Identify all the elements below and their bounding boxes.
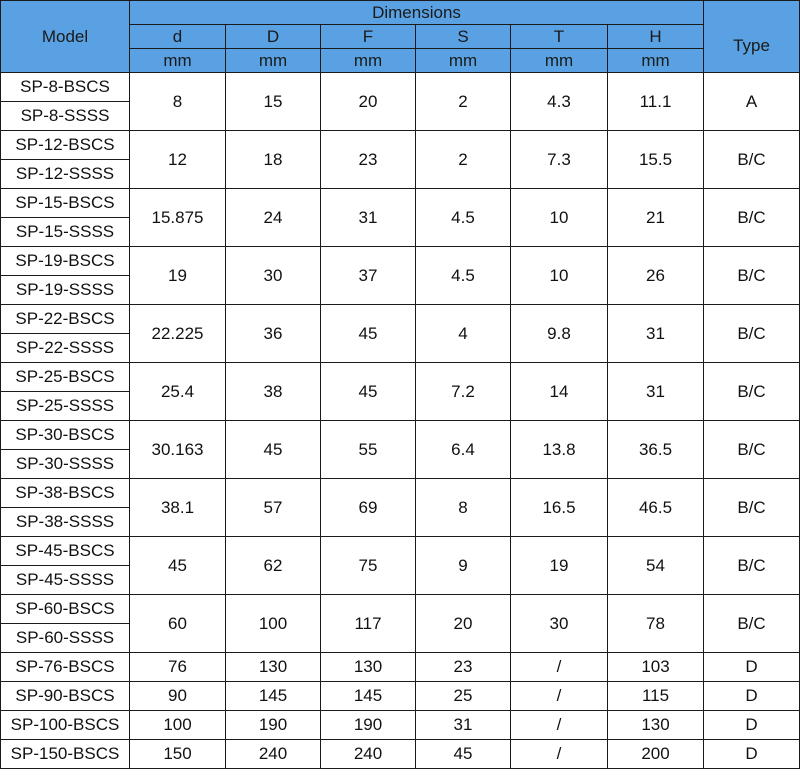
dimension-cell-H: 130: [608, 711, 704, 740]
dimension-cell-S: 2: [416, 73, 511, 131]
type-cell: B/C: [704, 189, 800, 247]
model-cell: SP-12-BSCS: [1, 131, 130, 160]
dimension-cell-H: 15.5: [608, 131, 704, 189]
dimension-cell-S: 45: [416, 740, 511, 769]
dimension-cell-H: 21: [608, 189, 704, 247]
dimension-cell-S: 4: [416, 305, 511, 363]
table-row: [1, 740, 800, 769]
model-cell: SP-22-SSSS: [1, 334, 130, 363]
type-cell: B/C: [704, 363, 800, 421]
type-header: Type: [704, 1, 800, 73]
dimension-cell-T: /: [511, 711, 608, 740]
unit-header: mm: [608, 49, 704, 73]
dimension-cell-D: 36: [226, 305, 321, 363]
dimension-cell-H: 11.1: [608, 73, 704, 131]
table-row: [1, 73, 800, 102]
dimension-cell-F: 45: [321, 305, 416, 363]
dimension-cell-S: 8: [416, 479, 511, 537]
dimension-cell-S: 4.5: [416, 247, 511, 305]
dimension-cell-d: 76: [130, 653, 226, 682]
dimension-cell-H: 115: [608, 682, 704, 711]
model-cell: SP-12-SSSS: [1, 160, 130, 189]
table-row: [1, 711, 800, 740]
dimension-cell-F: 55: [321, 421, 416, 479]
dimension-cell-T: 9.8: [511, 305, 608, 363]
model-cell: SP-25-BSCS: [1, 363, 130, 392]
column-header-t-upper: T: [511, 25, 608, 49]
dimension-cell-d: 38.1: [130, 479, 226, 537]
dimension-cell-T: 7.3: [511, 131, 608, 189]
type-cell: A: [704, 73, 800, 131]
model-cell: SP-8-SSSS: [1, 102, 130, 131]
table-row: [1, 479, 800, 508]
dimension-cell-T: 14: [511, 363, 608, 421]
model-cell: SP-19-SSSS: [1, 276, 130, 305]
model-cell: SP-150-BSCS: [1, 740, 130, 769]
dimension-cell-T: 30: [511, 595, 608, 653]
dimension-cell-F: 37: [321, 247, 416, 305]
dimension-cell-d: 60: [130, 595, 226, 653]
dimension-cell-d: 30.163: [130, 421, 226, 479]
table-row: [1, 682, 800, 711]
table-row: [1, 247, 800, 276]
table-header: [1, 1, 800, 73]
unit-header: mm: [226, 49, 321, 73]
unit-header: mm: [416, 49, 511, 73]
dimension-cell-T: /: [511, 653, 608, 682]
dimension-cell-S: 6.4: [416, 421, 511, 479]
dimension-cell-D: 38: [226, 363, 321, 421]
dimension-cell-S: 7.2: [416, 363, 511, 421]
type-cell: B/C: [704, 595, 800, 653]
model-cell: SP-15-SSSS: [1, 218, 130, 247]
type-cell: B/C: [704, 247, 800, 305]
type-cell: D: [704, 740, 800, 769]
dimension-cell-H: 54: [608, 537, 704, 595]
column-header-s-upper: S: [416, 25, 511, 49]
dimension-cell-T: /: [511, 740, 608, 769]
column-header-h-upper: H: [608, 25, 704, 49]
unit-header: mm: [511, 49, 608, 73]
dimension-cell-H: 46.5: [608, 479, 704, 537]
type-cell: B/C: [704, 421, 800, 479]
model-cell: SP-38-SSSS: [1, 508, 130, 537]
dimension-cell-F: 130: [321, 653, 416, 682]
type-cell: D: [704, 711, 800, 740]
column-header-f-upper: F: [321, 25, 416, 49]
dimension-cell-D: 30: [226, 247, 321, 305]
dimension-cell-S: 23: [416, 653, 511, 682]
dimension-cell-S: 9: [416, 537, 511, 595]
dimension-cell-S: 31: [416, 711, 511, 740]
dimension-cell-H: 200: [608, 740, 704, 769]
dimension-cell-S: 4.5: [416, 189, 511, 247]
dimension-cell-T: /: [511, 682, 608, 711]
table-row: [1, 305, 800, 334]
dimension-cell-F: 20: [321, 73, 416, 131]
model-cell: SP-45-BSCS: [1, 537, 130, 566]
dimension-cell-d: 22.225: [130, 305, 226, 363]
dimension-cell-T: 16.5: [511, 479, 608, 537]
column-header-d-upper: D: [226, 25, 321, 49]
model-cell: SP-45-SSSS: [1, 566, 130, 595]
dimension-cell-F: 23: [321, 131, 416, 189]
model-cell: SP-25-SSSS: [1, 392, 130, 421]
model-cell: SP-22-BSCS: [1, 305, 130, 334]
dimension-cell-H: 78: [608, 595, 704, 653]
dimension-cell-F: 117: [321, 595, 416, 653]
dimensions-header: Dimensions: [130, 1, 704, 25]
dimension-cell-d: 12: [130, 131, 226, 189]
dimension-cell-F: 31: [321, 189, 416, 247]
dimension-cell-D: 57: [226, 479, 321, 537]
dimension-cell-T: 13.8: [511, 421, 608, 479]
dimension-cell-d: 15.875: [130, 189, 226, 247]
dimension-cell-F: 45: [321, 363, 416, 421]
dimension-cell-d: 90: [130, 682, 226, 711]
dimension-cell-H: 26: [608, 247, 704, 305]
dimension-cell-H: 103: [608, 653, 704, 682]
dimension-cell-T: 4.3: [511, 73, 608, 131]
model-cell: SP-90-BSCS: [1, 682, 130, 711]
dimension-cell-D: 100: [226, 595, 321, 653]
dimension-cell-T: 19: [511, 537, 608, 595]
dimension-cell-D: 130: [226, 653, 321, 682]
table-row: [1, 595, 800, 624]
unit-header: mm: [130, 49, 226, 73]
dimension-cell-H: 36.5: [608, 421, 704, 479]
type-cell: B/C: [704, 479, 800, 537]
dimension-cell-T: 10: [511, 247, 608, 305]
model-cell: SP-60-BSCS: [1, 595, 130, 624]
table-body: [1, 73, 800, 769]
column-header-d: d: [130, 25, 226, 49]
model-cell: SP-30-SSSS: [1, 450, 130, 479]
model-cell: SP-15-BSCS: [1, 189, 130, 218]
dimension-cell-F: 240: [321, 740, 416, 769]
model-header: Model: [1, 1, 130, 73]
dimension-cell-D: 18: [226, 131, 321, 189]
dimension-cell-D: 15: [226, 73, 321, 131]
table-row: [1, 363, 800, 392]
table-row: [1, 653, 800, 682]
table-row: [1, 131, 800, 160]
dimension-cell-d: 150: [130, 740, 226, 769]
dimension-cell-H: 31: [608, 305, 704, 363]
dimension-cell-F: 190: [321, 711, 416, 740]
dimension-cell-D: 45: [226, 421, 321, 479]
model-cell: SP-38-BSCS: [1, 479, 130, 508]
dimension-cell-D: 62: [226, 537, 321, 595]
dimension-cell-D: 145: [226, 682, 321, 711]
dimension-cell-S: 20: [416, 595, 511, 653]
table-row: [1, 537, 800, 566]
dimension-cell-T: 10: [511, 189, 608, 247]
dimension-cell-S: 2: [416, 131, 511, 189]
dimension-cell-F: 145: [321, 682, 416, 711]
model-cell: SP-19-BSCS: [1, 247, 130, 276]
model-cell: SP-8-BSCS: [1, 73, 130, 102]
dimension-cell-S: 25: [416, 682, 511, 711]
model-cell: SP-30-BSCS: [1, 421, 130, 450]
table-row: [1, 189, 800, 218]
type-cell: B/C: [704, 537, 800, 595]
dimension-cell-d: 19: [130, 247, 226, 305]
model-cell: SP-100-BSCS: [1, 711, 130, 740]
dimension-cell-D: 240: [226, 740, 321, 769]
dimension-cell-F: 69: [321, 479, 416, 537]
model-cell: SP-76-BSCS: [1, 653, 130, 682]
dimension-cell-D: 190: [226, 711, 321, 740]
dimension-cell-d: 45: [130, 537, 226, 595]
type-cell: D: [704, 682, 800, 711]
dimension-cell-d: 25.4: [130, 363, 226, 421]
type-cell: D: [704, 653, 800, 682]
dimension-cell-d: 100: [130, 711, 226, 740]
unit-header: mm: [321, 49, 416, 73]
model-cell: SP-60-SSSS: [1, 624, 130, 653]
dimension-cell-F: 75: [321, 537, 416, 595]
dimension-cell-D: 24: [226, 189, 321, 247]
dimension-cell-H: 31: [608, 363, 704, 421]
table-row: [1, 421, 800, 450]
type-cell: B/C: [704, 305, 800, 363]
type-cell: B/C: [704, 131, 800, 189]
dimension-cell-d: 8: [130, 73, 226, 131]
